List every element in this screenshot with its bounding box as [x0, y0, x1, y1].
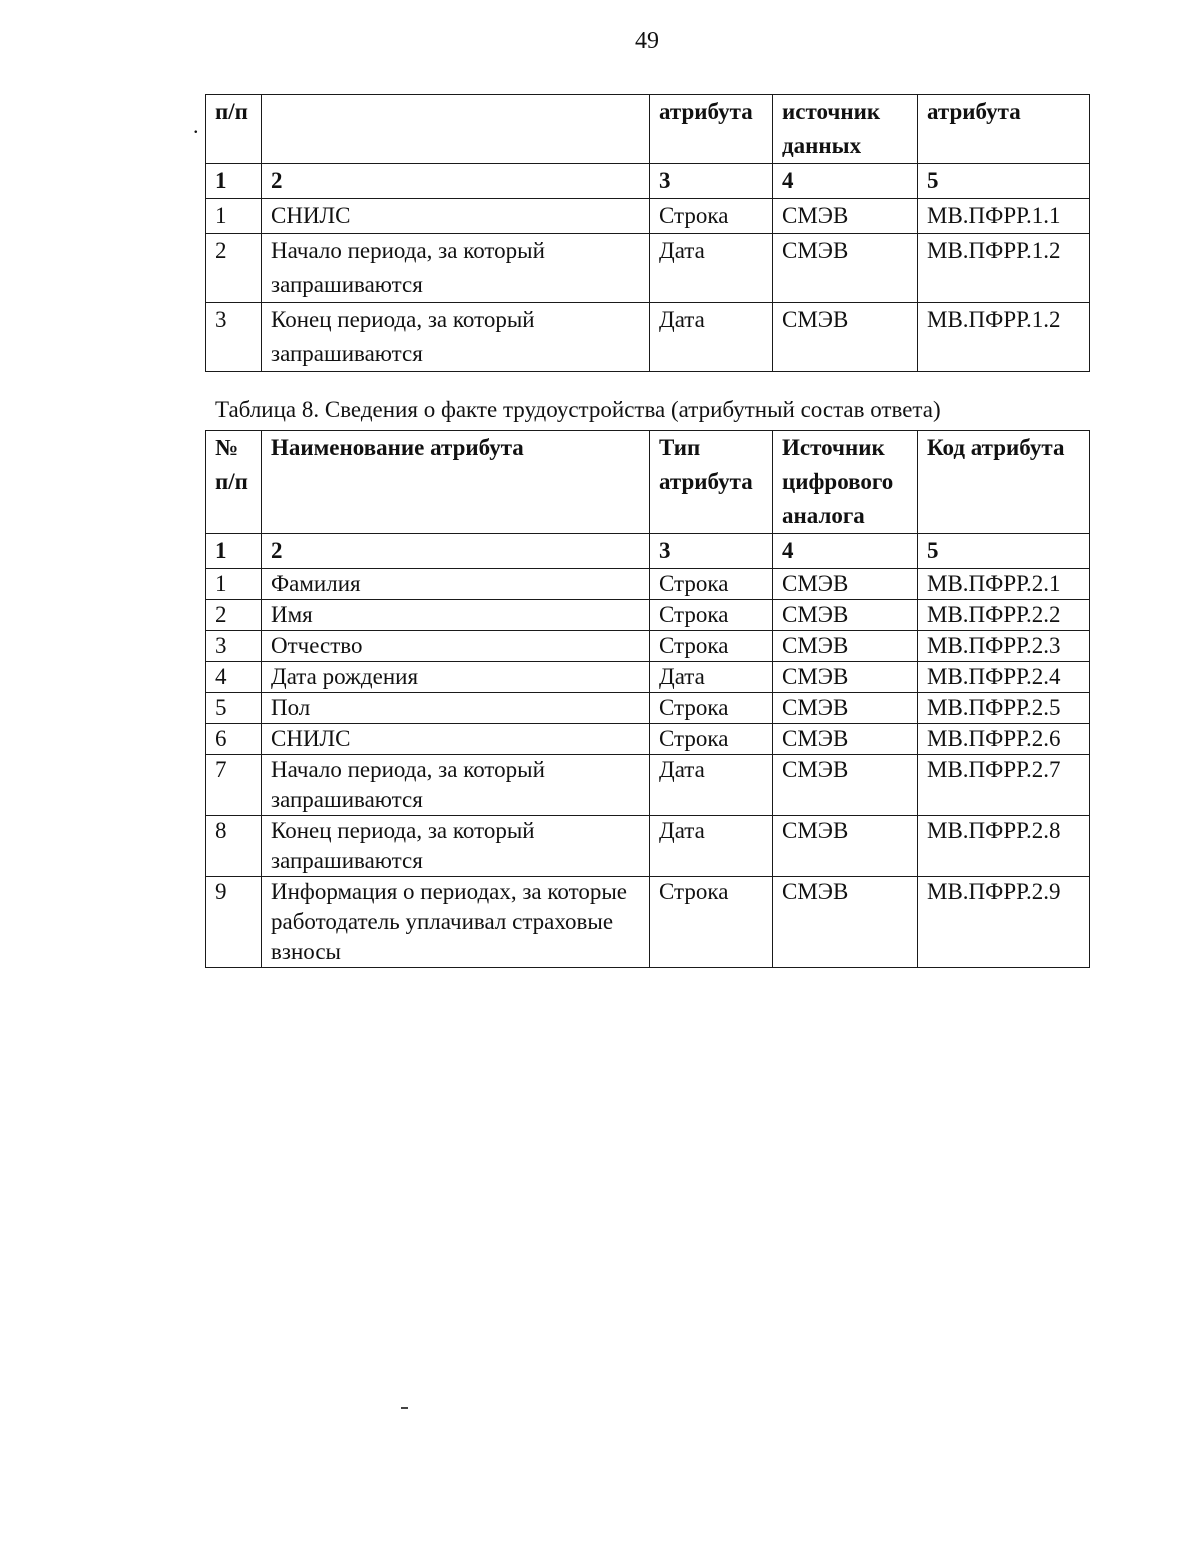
table-row — [206, 877, 1090, 968]
header-cell: Источник цифрового аналога — [773, 431, 918, 534]
attribute-name: Фамилия — [262, 569, 650, 600]
attribute-name: Пол — [262, 693, 650, 724]
column-number-cell: 4 — [773, 534, 918, 569]
header-cell: п/п — [206, 95, 262, 164]
table-header-row — [206, 95, 1090, 164]
table-row — [206, 693, 1090, 724]
table-row — [206, 755, 1090, 816]
attribute-name: Конец периода, за который запрашиваются — [262, 816, 650, 877]
header-cell: Тип атрибута — [650, 431, 773, 534]
attribute-type: Дата — [650, 234, 773, 303]
attribute-table-8 — [205, 430, 1090, 968]
row-number: 4 — [206, 662, 262, 693]
attribute-name: Имя — [262, 600, 650, 631]
attribute-type: Строка — [650, 631, 773, 662]
attribute-name: Отчество — [262, 631, 650, 662]
attribute-type: Строка — [650, 199, 773, 234]
page-number: 49 — [635, 28, 659, 54]
header-cell: № п/п — [206, 431, 262, 534]
column-number-cell: 1 — [206, 164, 262, 199]
attribute-name: СНИЛС — [262, 199, 650, 234]
data-source: СМЭВ — [773, 600, 918, 631]
header-cell: атрибута — [650, 95, 773, 164]
row-number: 3 — [206, 631, 262, 662]
table-row — [206, 199, 1090, 234]
column-number-cell: 5 — [918, 534, 1090, 569]
attribute-code: МВ.ПФРР.2.1 — [918, 569, 1090, 600]
column-number-cell: 2 — [262, 534, 650, 569]
attribute-code: МВ.ПФРР.2.9 — [918, 877, 1090, 968]
table-row — [206, 569, 1090, 600]
table-row — [206, 662, 1090, 693]
data-source: СМЭВ — [773, 877, 918, 968]
attribute-code: МВ.ПФРР.2.4 — [918, 662, 1090, 693]
attribute-code: МВ.ПФРР.1.2 — [918, 303, 1090, 372]
data-source: СМЭВ — [773, 303, 918, 372]
attribute-type: Строка — [650, 569, 773, 600]
scan-speck — [401, 1407, 408, 1409]
attribute-code: МВ.ПФРР.2.3 — [918, 631, 1090, 662]
data-source: СМЭВ — [773, 234, 918, 303]
data-source: СМЭВ — [773, 724, 918, 755]
row-number: 9 — [206, 877, 262, 968]
header-cell: Код атрибута — [918, 431, 1090, 534]
row-number: 3 — [206, 303, 262, 372]
row-number: 2 — [206, 234, 262, 303]
attribute-code: МВ.ПФРР.1.1 — [918, 199, 1090, 234]
data-source: СМЭВ — [773, 662, 918, 693]
attribute-code: МВ.ПФРР.2.5 — [918, 693, 1090, 724]
table-row — [206, 631, 1090, 662]
row-number: 6 — [206, 724, 262, 755]
column-number-cell: 4 — [773, 164, 918, 199]
header-cell: источник данных — [773, 95, 918, 164]
attribute-type: Строка — [650, 600, 773, 631]
row-number: 1 — [206, 569, 262, 600]
attribute-type: Дата — [650, 662, 773, 693]
table-row — [206, 234, 1090, 303]
data-source: СМЭВ — [773, 693, 918, 724]
data-source: СМЭВ — [773, 816, 918, 877]
data-source: СМЭВ — [773, 199, 918, 234]
data-source: СМЭВ — [773, 755, 918, 816]
attribute-type: Дата — [650, 755, 773, 816]
row-number: 8 — [206, 816, 262, 877]
table-caption: Таблица 8. Сведения о факте трудоустройства (атрибутный состав ответа) — [215, 397, 941, 422]
column-number-cell: 5 — [918, 164, 1090, 199]
attribute-code: МВ.ПФРР.2.2 — [918, 600, 1090, 631]
attribute-type: Строка — [650, 877, 773, 968]
attribute-name: Начало периода, за который запрашиваются — [262, 755, 650, 816]
attribute-type: Строка — [650, 724, 773, 755]
row-number: 2 — [206, 600, 262, 631]
attribute-type: Дата — [650, 816, 773, 877]
attribute-type: Дата — [650, 303, 773, 372]
attribute-code: МВ.ПФРР.2.8 — [918, 816, 1090, 877]
row-number: 7 — [206, 755, 262, 816]
column-number-cell: 2 — [262, 164, 650, 199]
column-number-cell: 3 — [650, 534, 773, 569]
column-number-cell: 1 — [206, 534, 262, 569]
column-number-cell: 3 — [650, 164, 773, 199]
attribute-name: Дата рождения — [262, 662, 650, 693]
attribute-code: МВ.ПФРР.2.7 — [918, 755, 1090, 816]
attribute-code: МВ.ПФРР.2.6 — [918, 724, 1090, 755]
attribute-table-continued — [205, 94, 1090, 372]
data-source: СМЭВ — [773, 569, 918, 600]
table-row — [206, 303, 1090, 372]
data-source: СМЭВ — [773, 631, 918, 662]
header-cell — [262, 95, 650, 164]
attribute-code: МВ.ПФРР.1.2 — [918, 234, 1090, 303]
header-cell: атрибута — [918, 95, 1090, 164]
scan-speck: . — [193, 113, 199, 138]
table-header-row — [206, 431, 1090, 534]
attribute-type: Строка — [650, 693, 773, 724]
table-row — [206, 600, 1090, 631]
attribute-name: Начало периода, за который запрашиваются — [262, 234, 650, 303]
row-number: 1 — [206, 199, 262, 234]
attribute-name: Конец периода, за который запрашиваются — [262, 303, 650, 372]
attribute-name: СНИЛС — [262, 724, 650, 755]
column-number-row — [206, 534, 1090, 569]
row-number: 5 — [206, 693, 262, 724]
header-cell: Наименование атрибута — [262, 431, 650, 534]
attribute-name: Информация о периодах, за которые работодатель уплачивал страховые взносы — [262, 877, 650, 968]
table-row — [206, 724, 1090, 755]
column-number-row — [206, 164, 1090, 199]
table-row — [206, 816, 1090, 877]
